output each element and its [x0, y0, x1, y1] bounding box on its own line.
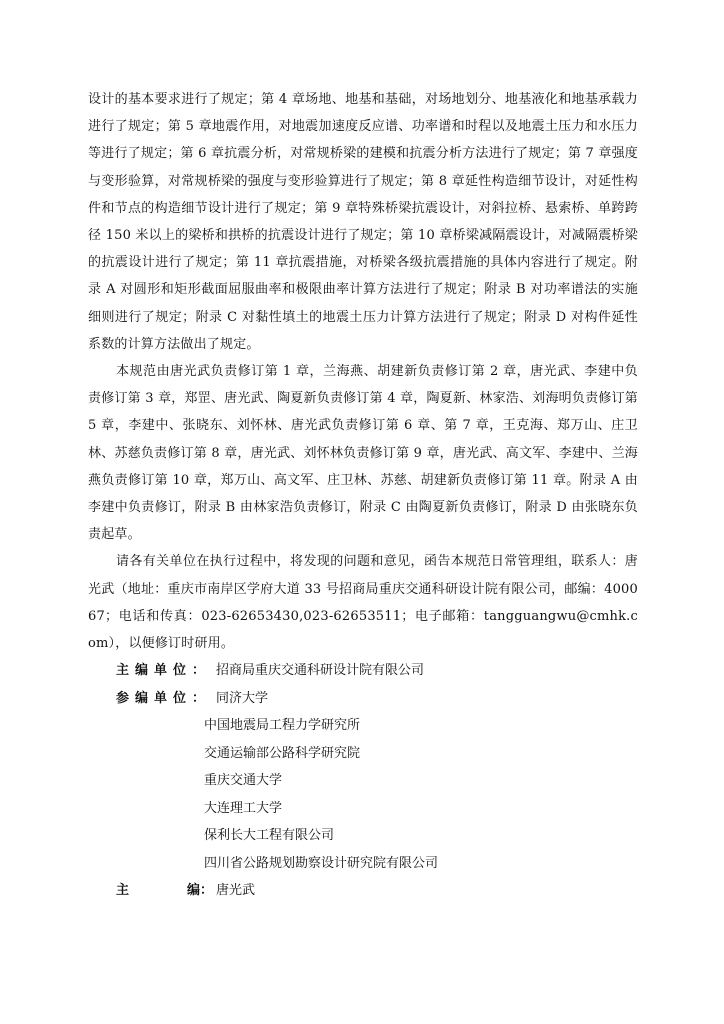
- chief-editor-value: 唐光武: [216, 883, 256, 899]
- chief-unit-label: 主编单位：: [116, 663, 212, 679]
- paragraph-contact-info: 请各有关单位在执行过程中，将发现的问题和意见，函告本规范日常管理组，联系人：唐光武（地址：重庆市南岸区学府大道 33 号招商局重庆交通科研设计院有限公司，邮编：400067；电话和传真：023-62653430,023-62653511；电子邮箱：tangguangwu@cmhk.com），以便修订时研用。: [88, 554, 638, 652]
- participating-unit-item: 重庆交通大学: [204, 773, 283, 789]
- participating-unit-item: 中国地震局工程力学研究所: [204, 718, 361, 734]
- chief-editor-label-a: 主: [116, 883, 130, 899]
- paragraph-chapter-summary: 设计的基本要求进行了规定；第 4 章场地、地基和基础，对场地划分、地基液化和地基承载力进行了规定；第 5 章地震作用，对地震加速度反应谱、功率谱和时程以及地震土压力和水压力等进行了规定；第 6 章抗震分析，对常规桥梁的建模和抗震分析方法进行了规定；第 7 章强度与变形验算，对常规桥梁的强度与变形验算进行了规定；第 8 章延性构造细节设计，对延性构件和节点的构造细节设计进行了规定；第 9 章特殊桥梁抗震设计，对斜拉桥、悬索桥、单跨跨径 150 米以上的梁桥和拱桥的抗震设计进行了规定；第 10 章桥梁减隔震设计，对减隔震桥梁的抗震设计进行了规定；第 11 章抗震措施，对桥梁各级抗震措施的具体内容进行了规定。附录 A 对圆形和矩形截面屈服曲率和极限曲率计算方法进行了规定；附录 B 对功率谱法的实施细则进行了规定；附录 C 对黏性填土的地震土压力计算方法进行了规定；附录 D 对构件延性系数的计算方法做出了规定。: [88, 92, 638, 352]
- paragraph-revision-assignments: 本规范由唐光武负责修订第 1 章，兰海燕、胡建新负责修订第 2 章，唐光武、李建中负责修订第 3 章，郑罡、唐光武、陶夏新负责修订第 4 章，陶夏新、林家浩、刘海明负责修订第 5 章，李建中、张晓东、刘怀林、唐光武负责修订第 6 章、第 7 章，王克海、郑万山、庄卫林、苏慈负责修订第 8 章，唐光武、刘怀林负责修订第 9 章，唐光武、高文军、李建中、兰海燕负责修订第 10 章，郑万山、高文军、庄卫林、苏慈、胡建新负责修订第 11 章。附录 A 由李建中负责修订，附录 B 由林家浩负责修订，附录 C 由陶夏新负责修订，附录 D 由张晓东负责起草。: [88, 364, 638, 543]
- participating-unit-item: 保利长大工程有限公司: [204, 828, 335, 844]
- participating-unit-item: 大连理工大学: [204, 800, 283, 816]
- chief-editor-label-b: 编：: [187, 883, 214, 899]
- participating-unit-item: 四川省公路规划勘察设计研究院有限公司: [204, 855, 439, 871]
- chief-unit-value: 招商局重庆交通科研设计院有限公司: [216, 663, 425, 679]
- chief-editor-row: [88, 877, 638, 905]
- participating-unit-item: 交通运输部公路科学研究院: [204, 745, 361, 761]
- participating-unit-first: 同济大学: [216, 690, 269, 706]
- participating-unit-row: [88, 685, 638, 713]
- participating-unit-list: [88, 712, 638, 877]
- participating-unit-label: 参编单位：: [116, 690, 212, 706]
- chief-editor-label: [88, 877, 216, 905]
- document-page: [88, 86, 638, 905]
- chief-unit-row: [88, 657, 638, 685]
